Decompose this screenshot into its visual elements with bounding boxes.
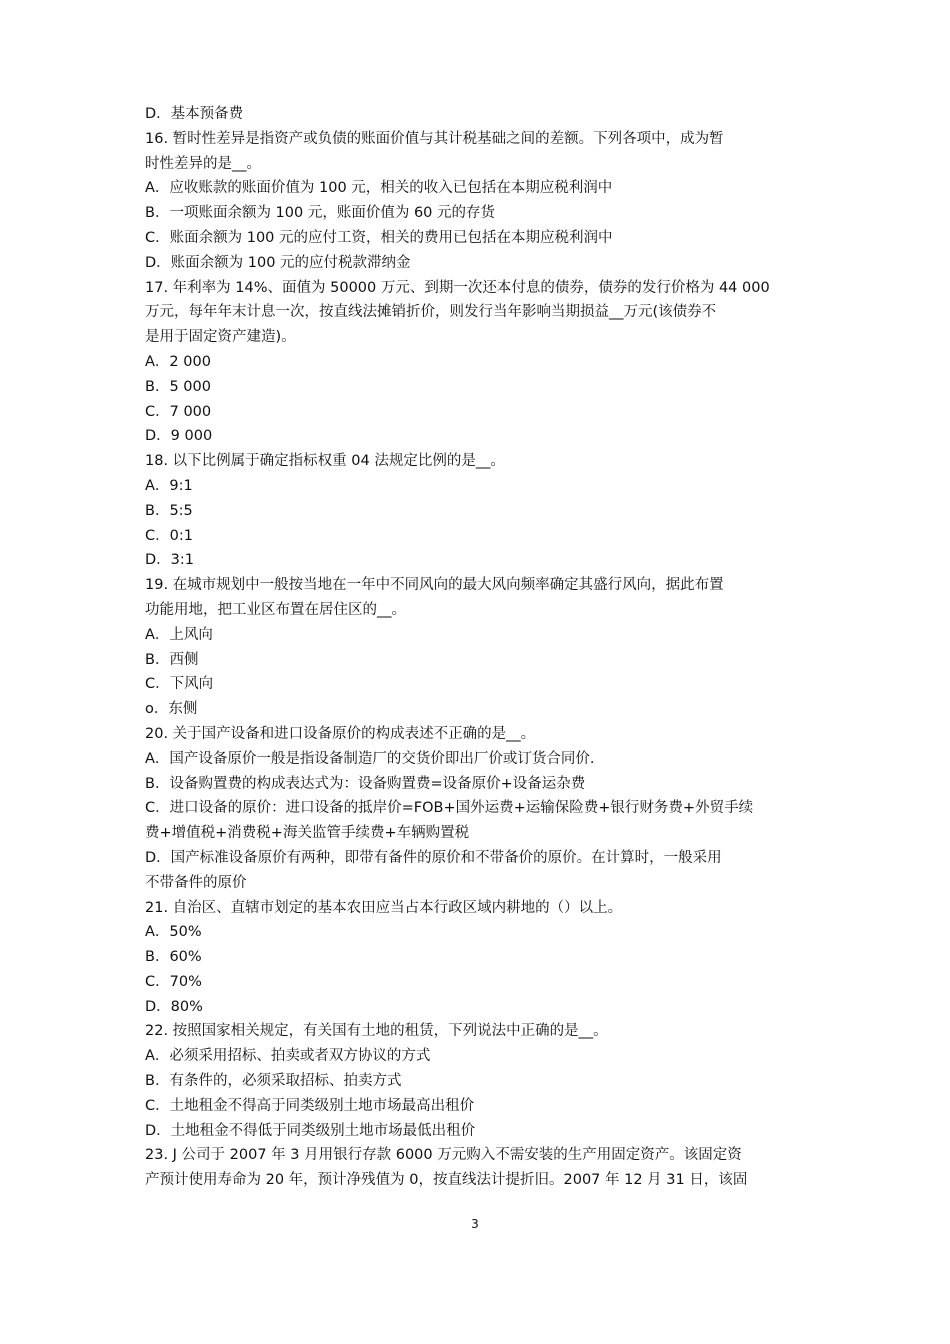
text-line: B．一项账面余额为 100 元，账面价值为 60 元的存货 (145, 205, 496, 222)
text-line: 18. 以下比例属于确定指标权重 04 法规定比例的是__。 (145, 453, 505, 470)
text-line: B．5 000 (145, 378, 211, 395)
text-line: 23. J 公司于 2007 年 3 月用银行存款 6000 万元购入不需安装的生产用固定资产。该固定资 (145, 1147, 742, 1164)
text-line: D．土地租金不得低于同类级别土地市场最低出租价 (145, 1122, 476, 1139)
text-line: 不带备件的原价 (145, 874, 247, 891)
text-line: A．2 000 (145, 353, 211, 370)
text-line: C．下风向 (145, 676, 214, 693)
text-line: D．9 000 (145, 428, 213, 445)
text-line: C．账面余额为 100 元的应付工资，相关的费用已包括在本期应税利润中 (145, 229, 613, 246)
text-line: A．9:1 (145, 477, 193, 494)
text-line: A．国产设备原价一般是指设备制造厂的交货价即出厂价或订货合同价. (145, 750, 595, 767)
text-line: A．上风向 (145, 626, 213, 643)
text-line: 是用于固定资产建造)。 (145, 329, 296, 346)
text-line: C．7 000 (145, 403, 212, 420)
text-line: 21. 自治区、直辖市划定的基本农田应当占本行政区域内耕地的（）以上。 (145, 899, 623, 916)
text-line: 22. 按照国家相关规定，有关国有土地的租赁，下列说法中正确的是__。 (145, 1023, 608, 1040)
text-line: 产预计使用寿命为 20 年，预计净残值为 0，按直线法计提折旧。2007 年 12 月 31 日，该固 (145, 1172, 748, 1189)
text-line: A．必须采用招标、拍卖或者双方协议的方式 (145, 1048, 431, 1065)
text-line: B．60% (145, 949, 202, 966)
text-line: C．土地租金不得高于同类级别土地市场最高出租价 (145, 1097, 475, 1114)
text-line: D．基本预备费 (145, 106, 244, 122)
text-line: 20. 关于国产设备和进口设备原价的构成表述不正确的是__。 (145, 725, 536, 742)
text-line: 16. 暂时性差异是指资产或负债的账面价值与其计税基础之间的差额。下列各项中，成为暂 (145, 130, 724, 147)
text-line: D．3:1 (145, 552, 195, 569)
page-content (145, 102, 815, 1193)
text-line: A．应收账款的账面价值为 100 元，相关的收入已包括在本期应税利润中 (145, 180, 613, 197)
text-line: C．0:1 (145, 527, 193, 544)
text-line: 时性差异的是__。 (145, 155, 261, 172)
text-line: o．东侧 (145, 701, 198, 718)
text-line: D．国产标准设备原价有两种，即带有备件的原价和不带备价的原价。在计算时，一般采用 (145, 849, 722, 866)
page-number: 3 (471, 1217, 479, 1231)
text-line: B．有条件的，必须采取招标、拍卖方式 (145, 1073, 402, 1090)
text-line: C．70% (145, 973, 202, 990)
text-line: 万元，每年年末计息一次，按直线法摊销折价，则发行当年影响当期损益__万元(该债券不 (145, 304, 717, 321)
text-line: 费+增值税+消费税+海关监管手续费+车辆购置税 (145, 825, 470, 842)
text-line: A．50% (145, 924, 202, 941)
text-line: B．西侧 (145, 651, 199, 668)
text-line: D．80% (145, 998, 203, 1015)
text-line: 17. 年利率为 14%、面值为 50000 万元、到期一次还本付息的债券，债券的发行价格为 44 000 (145, 279, 770, 296)
text-line: B．设备购置费的构成表达式为：设备购置费=设备原价+设备运杂费 (145, 775, 586, 792)
text-line: B．5:5 (145, 502, 193, 519)
text-line: 19. 在城市规划中一般按当地在一年中不同风向的最大风向频率确定其盛行风向，据此布置 (145, 577, 724, 594)
text-line: 功能用地，把工业区布置在居住区的__。 (145, 601, 406, 618)
text-line: C．进口设备的原价：进口设备的抵岸价=FOB+国外运费+运输保险费+银行财务费+外贸手续 (145, 800, 754, 817)
text-line: D．账面余额为 100 元的应付税款滞纳金 (145, 254, 411, 271)
